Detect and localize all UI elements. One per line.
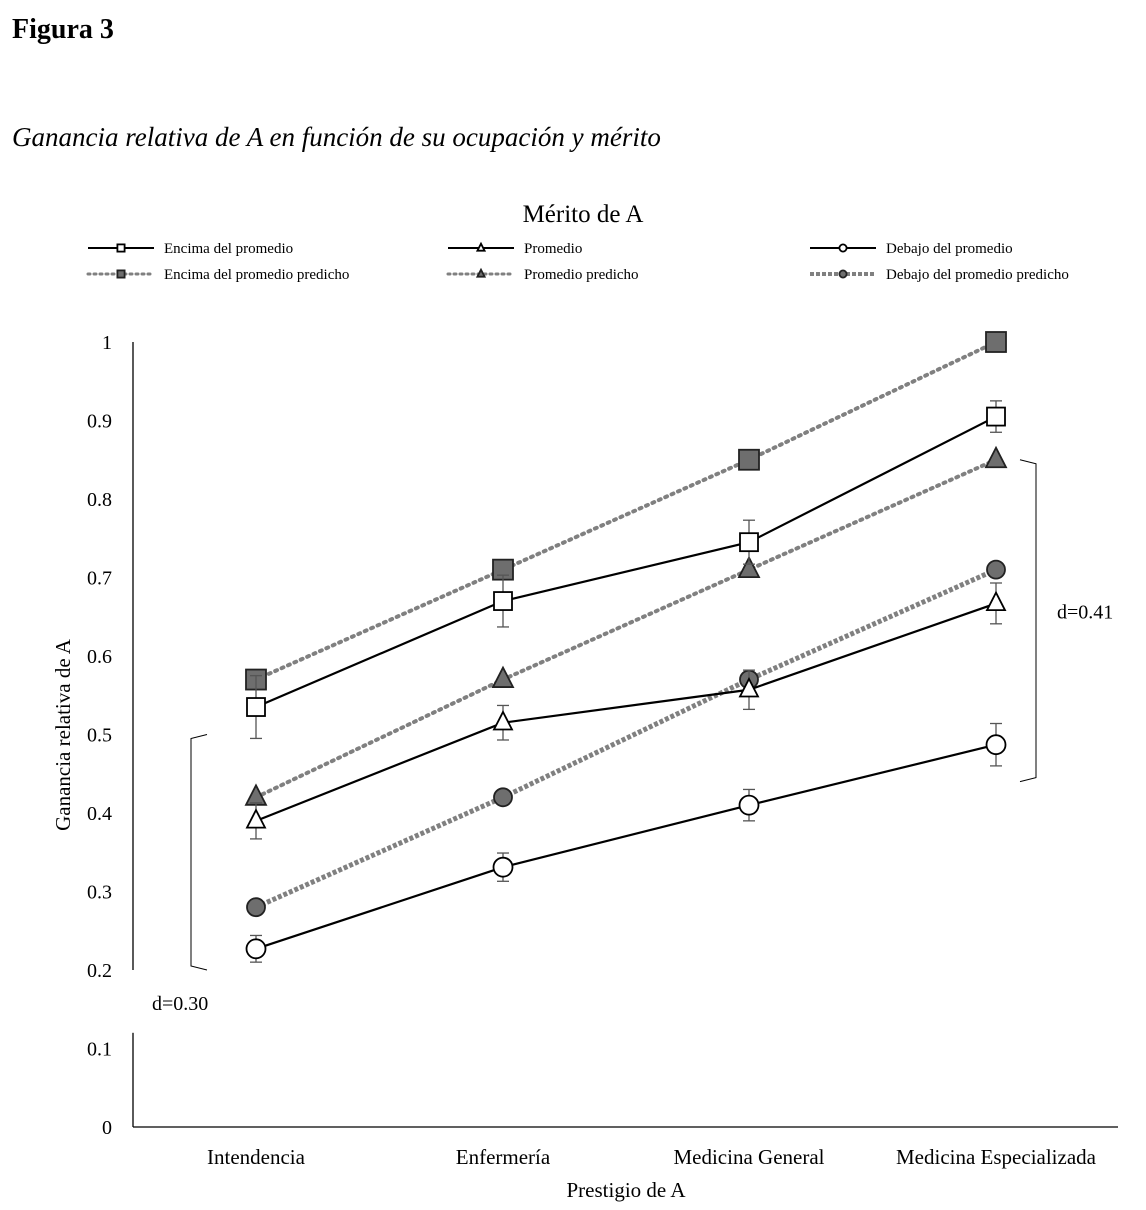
series-predicted <box>247 561 1005 917</box>
legend-item <box>810 267 1069 283</box>
legend-marker <box>477 270 484 277</box>
data-point-predicted <box>987 561 1005 579</box>
bracket-right <box>1020 460 1036 782</box>
y-tick-label: 0.5 <box>87 724 112 747</box>
data-point-observed <box>987 408 1005 426</box>
legend-label: Encima del promedio <box>164 241 294 257</box>
series-line-predicted <box>256 342 996 680</box>
bracket-left <box>191 735 207 971</box>
x-tick-label: Medicina General <box>673 1145 825 1169</box>
legend-label: Encima del promedio predicho <box>164 267 350 283</box>
y-tick-label: 0.6 <box>87 646 112 668</box>
legend-item <box>88 241 293 257</box>
data-point-observed <box>494 592 512 610</box>
legend-marker <box>477 244 484 251</box>
data-point-predicted <box>247 898 265 916</box>
y-tick-label: 0.8 <box>87 489 112 511</box>
y-axis-title: Ganancia relativa de A <box>51 639 75 831</box>
legend-label: Promedio predicho <box>524 267 639 283</box>
legend-item <box>448 267 639 283</box>
legend <box>88 241 1069 283</box>
series-line-observed <box>256 603 996 820</box>
data-point-observed <box>987 593 1005 611</box>
data-point-predicted <box>986 448 1006 468</box>
series-line-predicted <box>256 570 996 908</box>
y-tick-label: 0.4 <box>87 803 112 825</box>
series-observed <box>247 401 1005 739</box>
legend-label: Debajo del promedio <box>886 241 1013 257</box>
y-tick-label: 0.7 <box>87 567 112 590</box>
y-tick-label: 0.9 <box>87 410 112 433</box>
x-tick-label: Enfermería <box>455 1145 551 1169</box>
legend-marker <box>839 270 846 277</box>
series-line-observed <box>256 745 996 949</box>
y-tick-label: 0.2 <box>87 960 112 982</box>
annotations <box>152 460 1113 1015</box>
legend-item <box>810 241 1013 257</box>
series-predicted <box>246 448 1006 805</box>
series-observed <box>247 583 1005 839</box>
data-point-observed <box>740 796 759 815</box>
y-tick-label: 0.1 <box>87 1038 112 1061</box>
data-point-observed <box>494 712 512 730</box>
annotation-label: d=0.30 <box>152 993 209 1015</box>
data-point-observed <box>247 698 265 716</box>
annotation-label: d=0.41 <box>1057 601 1114 624</box>
x-axis-title: Prestigio de A <box>566 1178 686 1202</box>
data-point-observed <box>494 858 513 877</box>
x-tick-label: Medicina Especializada <box>896 1145 1096 1169</box>
legend-title: Mérito de A <box>522 201 644 228</box>
figure-label: Figura 3 <box>12 14 114 45</box>
data-point-observed <box>987 735 1006 754</box>
y-tick-label: 0.3 <box>87 881 112 904</box>
legend-item <box>88 267 349 283</box>
legend-marker <box>117 244 124 251</box>
legend-marker <box>117 270 124 277</box>
legend-marker <box>839 244 846 251</box>
data-point-predicted <box>494 788 512 806</box>
series-predicted <box>246 332 1006 690</box>
data-point-predicted <box>986 332 1006 352</box>
x-tick-label: Intendencia <box>207 1145 305 1169</box>
figure-caption: Ganancia relativa de A en función de su ocupación y mérito <box>12 122 661 152</box>
plot-area <box>246 332 1006 962</box>
legend-label: Promedio <box>524 241 583 257</box>
legend-label: Debajo del promedio predicho <box>886 267 1069 283</box>
y-tick-label: 1 <box>102 332 112 354</box>
series-line-observed <box>256 417 996 707</box>
legend-item <box>448 241 582 257</box>
data-point-observed <box>247 939 266 958</box>
y-tick-label: 0 <box>102 1117 112 1139</box>
data-point-predicted <box>739 450 759 470</box>
data-point-observed <box>740 533 758 551</box>
series-observed <box>247 724 1006 963</box>
